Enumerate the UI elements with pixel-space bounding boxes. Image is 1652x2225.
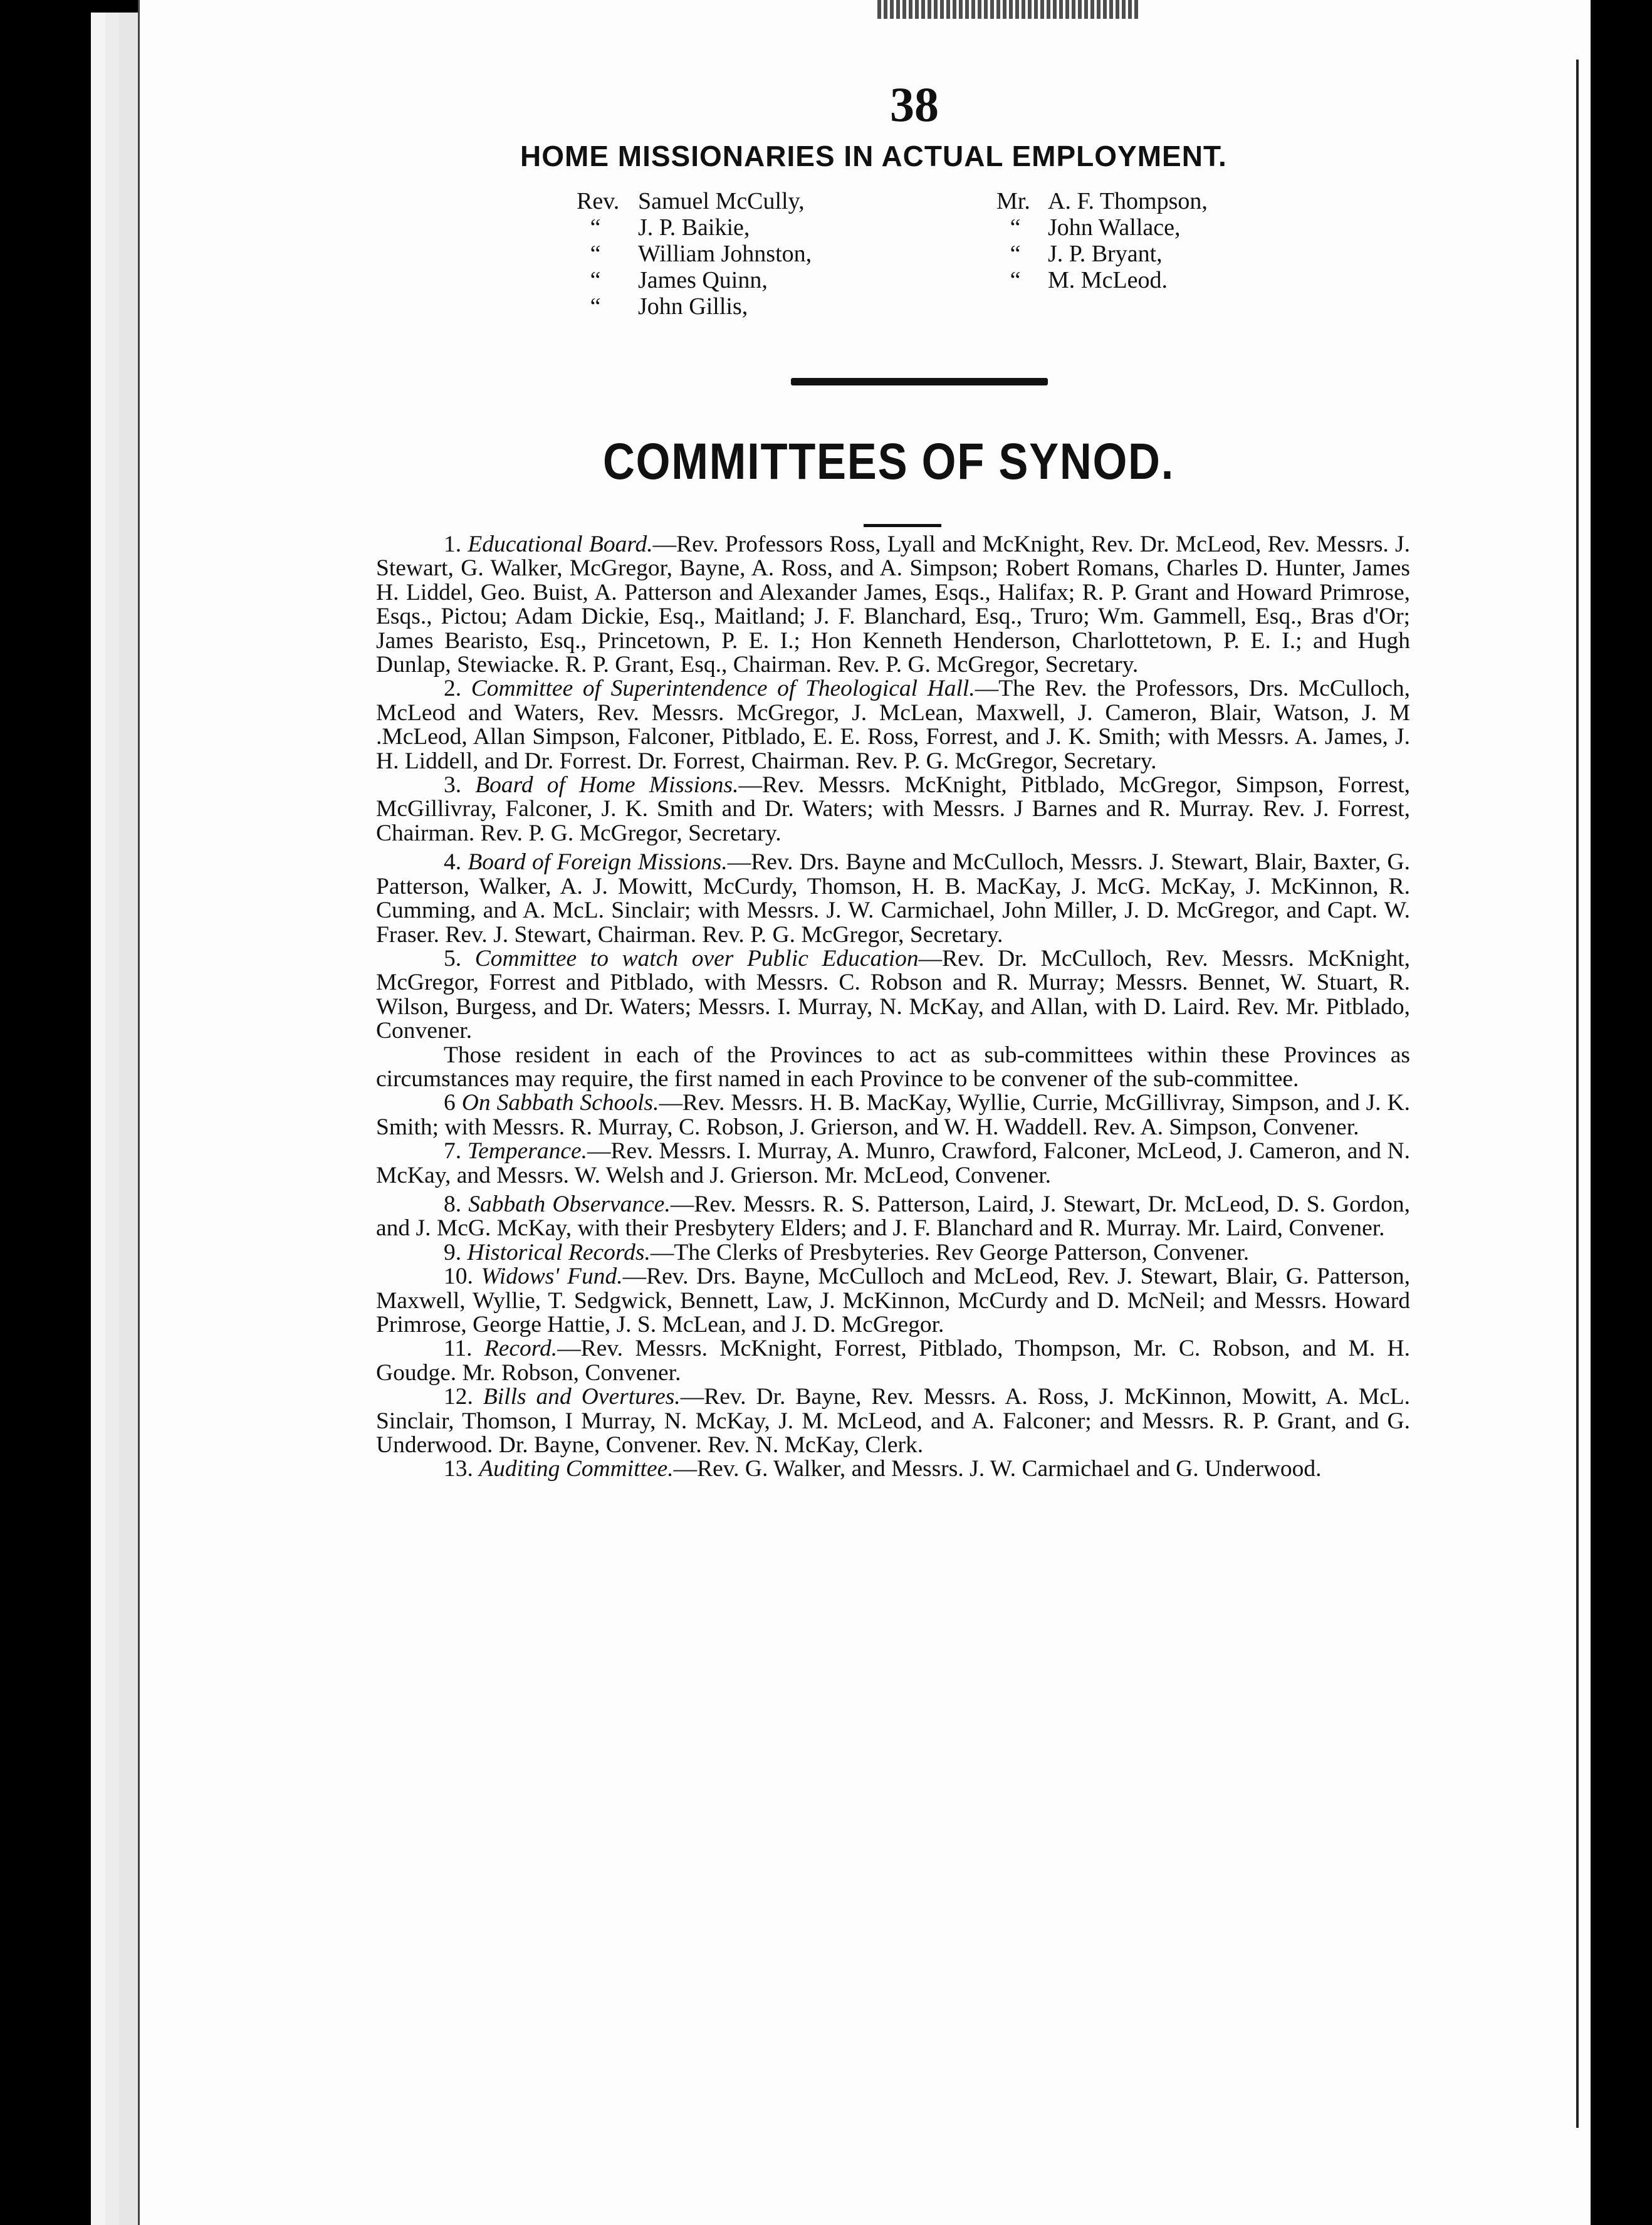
committee-entry: [376, 1385, 1410, 1457]
missionary-name: J. P. Baikie,: [638, 214, 750, 241]
missionary-name: J. P. Bryant,: [1048, 241, 1163, 267]
missionary-prefix: Rev.: [577, 188, 620, 214]
committee-entry: [376, 533, 1410, 677]
committees-title: COMMITTEES OF SYNOD.: [603, 433, 1175, 490]
missionary-row: [577, 214, 812, 241]
missionary-name: James Quinn,: [638, 267, 768, 293]
committee-name: Educational Board.: [468, 531, 653, 557]
missionary-prefix: “: [590, 293, 601, 320]
page-stack-edge: [119, 13, 139, 2225]
committee-members: —Rev. Messrs. McKnight, Pitblado, McGregor, Simpson, Forrest, McGillivray, Falconer, J. K. Smith and Dr. Waters; with Messrs. J Barnes and R. Murray. Rev. J. Forrest, Chairman. Rev. P. G. McGregor, Secretary.: [376, 772, 1410, 846]
entry-number: 11.: [444, 1336, 473, 1362]
committee-entry: [376, 851, 1410, 947]
missionary-prefix: “: [590, 214, 601, 241]
missionary-name: John Wallace,: [1048, 214, 1181, 241]
committee-members: —Rev. Professors Ross, Lyall and McKnight, Rev. Dr. McLeod, Rev. Messrs. J. Stewart, G. Walker, McGregor, Bayne, A. Ross, and A. Simpson; Robert Romans, Charles D. Hunter, James H. Liddel, Geo. Buist, A. Patterson and Alexander James, Esqs., Halifax; R. P. Grant and Howard Primrose, Esqs., Pictou; Adam Dickie, Esq., Maitland; J. F. Blanchard, Esq., Truro; Wm. Gammell, Esq., Bras d'Or; James Bearisto, Esq., Princetown, P. E. I.; Hon Kenneth Henderson, Charlottetown, P. E. I.; and Hugh Dunlap, Stewiacke. R. P. Grant, Esq., Chairman. Rev. P. G. McGregor, Secretary.: [376, 531, 1411, 678]
committee-members: —Rev. Dr. Bayne, Rev. Messrs. A. Ross, J. McKinnon, Mowitt, A. McL. Sinclair, Thomson, I Murray, N. McKay, J. M. McLeod, and A. Falconer; and Messrs. R. P. Grant, and G. Underwood. Dr. Bayne, Convener. Rev. N. McKay, Clerk.: [376, 1384, 1411, 1458]
committee-list: [376, 533, 1410, 1482]
missionary-row: [577, 188, 812, 214]
committee-note: [376, 1044, 1410, 1092]
entry-number: 12.: [444, 1384, 473, 1410]
committee-members: —The Clerks of Presbyteries. Rev George Patterson, Convener.: [650, 1239, 1250, 1265]
committee-name: Record.: [484, 1336, 558, 1362]
section-divider: [791, 378, 1048, 385]
committee-members: —The Rev. the Professors, Drs. McCulloch, McLeod and Waters, Rev. Messrs. McGregor, J. McLean, Maxwell, J. Cameron, Blair, Watson, J. M .McLeod, Allan Simpson, Falconer, Pitblado, E. E. Ross, Forrest, and J. K. Smith; with Messrs. A. James, J. H. Liddell, and Dr. Forrest. Dr. Forrest, Chairman. Rev. P. G. McGregor, Secretary.: [376, 676, 1411, 774]
committee-members: —Rev. Messrs. R. S. Patterson, Laird, J. Stewart, Dr. McLeod, D. S. Gordon, and J. McG. McKay, with their Presbytery Elders; and J. F. Blanchard and R. Murray. Mr. Laird, Convener.: [376, 1191, 1411, 1242]
missionary-row: [996, 241, 1208, 267]
committee-entry: [376, 1265, 1410, 1337]
committee-entry: [376, 1337, 1410, 1385]
entry-number: 10.: [444, 1264, 473, 1290]
entry-number: 4.: [444, 849, 462, 876]
committee-name: Committee to watch over Public Education: [474, 945, 919, 971]
committee-entry: [376, 773, 1410, 846]
missionaries-right-column: [996, 188, 1208, 293]
missionary-prefix: “: [590, 267, 601, 293]
committee-name: Board of Home Missions.: [475, 772, 739, 798]
home-missionaries-heading: HOME MISSIONARIES IN ACTUAL EMPLOYMENT.: [520, 140, 1227, 172]
committee-entry: [376, 677, 1410, 773]
missionary-prefix: “: [590, 241, 601, 267]
missionaries-left-column: [577, 188, 812, 320]
missionary-row: [577, 267, 812, 293]
committee-name: Widows' Fund.: [481, 1264, 623, 1290]
committee-entry: [376, 1193, 1410, 1241]
committee-entry: [376, 1457, 1410, 1481]
committee-name: Bills and Overtures.: [483, 1384, 681, 1410]
page-edge-line: [1576, 60, 1579, 2128]
committee-members: —Rev. Messrs. H. B. MacKay, Wyllie, Currie, McGillivray, Simpson, and J. K. Smith; with Messrs. R. Murray, C. Robson, J. Grierson, and W. H. Waddell. Rev. A. Simpson, Convener.: [376, 1090, 1410, 1140]
committee-name: On Sabbath Schools.: [461, 1090, 659, 1116]
entry-number: 9.: [444, 1239, 462, 1265]
committee-name: Auditing Committee.: [479, 1456, 674, 1482]
committee-name: Sabbath Observance.: [468, 1191, 671, 1217]
committee-name: Board of Foreign Missions.: [468, 849, 728, 876]
committee-members: —Rev. G. Walker, and Messrs. J. W. Carmichael and G. Underwood.: [673, 1456, 1322, 1482]
missionary-row: [996, 214, 1208, 241]
missionary-prefix: “: [1010, 267, 1021, 293]
committee-name: Committee of Superintendence of Theological Hall.: [471, 676, 975, 702]
committee-members: —Rev. Drs. Bayne, McCulloch and McLeod, Rev. J. Stewart, Blair, G. Patterson, Maxwell, Wyllie, T. Sedgwick, Bennett, Law, J. McKinnon, McCurdy and D. McNeil; and Messrs. Howard Primrose, George Hattie, J. S. McLean, and J. D. McGregor.: [376, 1264, 1410, 1338]
committee-entry: [376, 1091, 1410, 1139]
missionary-prefix: “: [1010, 241, 1021, 267]
entry-number: 3.: [444, 772, 462, 798]
missionary-row: [577, 241, 812, 267]
scan-artifact: [877, 0, 1141, 19]
missionary-name: M. McLeod.: [1048, 267, 1168, 293]
entry-number: 8.: [444, 1191, 462, 1217]
entry-number: 5.: [444, 945, 462, 971]
entry-number: 7.: [444, 1138, 462, 1165]
committee-entry: [376, 1139, 1410, 1188]
committee-members: —Rev. Dr. McCulloch, Rev. Messrs. McKnight, McGregor, Forrest and Pitblado, with Messrs. C. Robson and R. Murray; Messrs. Bennet, W. Stuart, R. Wilson, Burgess, and Dr. Waters; Messrs. I. Murray, N. McKay, and Allan, with D. Laird. Rev. Mr. Pitblado, Convener.: [376, 945, 1411, 1044]
missionary-prefix: Mr.: [996, 188, 1030, 214]
page-number: 38: [890, 77, 939, 132]
missionary-row: [996, 267, 1208, 293]
missionary-row: [577, 293, 812, 320]
committee-members: —Rev. Drs. Bayne and McCulloch, Messrs. J. Stewart, Blair, Baxter, G. Patterson, Walker, A. J. Mowitt, McCurdy, Thomson, H. B. MacKay, J. McG. McKay, J. McKinnon, R. Cumming, and A. McL. Sinclair; with Messrs. J. W. Carmichael, John Miller, J. D. McGregor, and Capt. W. Fraser. Rev. J. Stewart, Chairman. Rev. P. G. McGregor, Secretary.: [376, 849, 1411, 948]
committee-entry: [376, 947, 1410, 1044]
missionary-name: William Johnston,: [638, 241, 812, 267]
entry-number: 1.: [444, 531, 462, 557]
missionary-prefix: “: [1010, 214, 1021, 241]
missionary-name: A. F. Thompson,: [1048, 188, 1208, 214]
committee-name: Temperance.: [467, 1138, 588, 1165]
missionary-name: Samuel McCully,: [638, 188, 805, 214]
committee-members: —Rev. Messrs. McKnight, Forrest, Pitblado, Thompson, Mr. C. Robson, and M. H. Goudge. Mr. Robson, Convener.: [376, 1336, 1410, 1386]
committee-entry: [376, 1241, 1410, 1265]
entry-number: 2.: [444, 676, 462, 702]
title-underline: [864, 524, 941, 527]
committee-members: —Rev. Messrs. I. Murray, A. Munro, Crawford, Falconer, McLeod, J. Cameron, and N. McKay, and Messrs. W. Welsh and J. Grierson. Mr. McLeod, Convener.: [376, 1138, 1411, 1188]
missionary-row: [996, 188, 1208, 214]
note-text: Those resident in each of the Provinces to act as sub-committees within these Provinces as circumstances may require, the first named in each Province to be convener of the sub-committee.: [376, 1042, 1410, 1092]
entry-number: 13.: [444, 1456, 473, 1482]
committee-name: Historical Records.: [467, 1239, 651, 1265]
missionary-name: John Gillis,: [638, 293, 748, 320]
entry-number: 6: [444, 1090, 456, 1116]
